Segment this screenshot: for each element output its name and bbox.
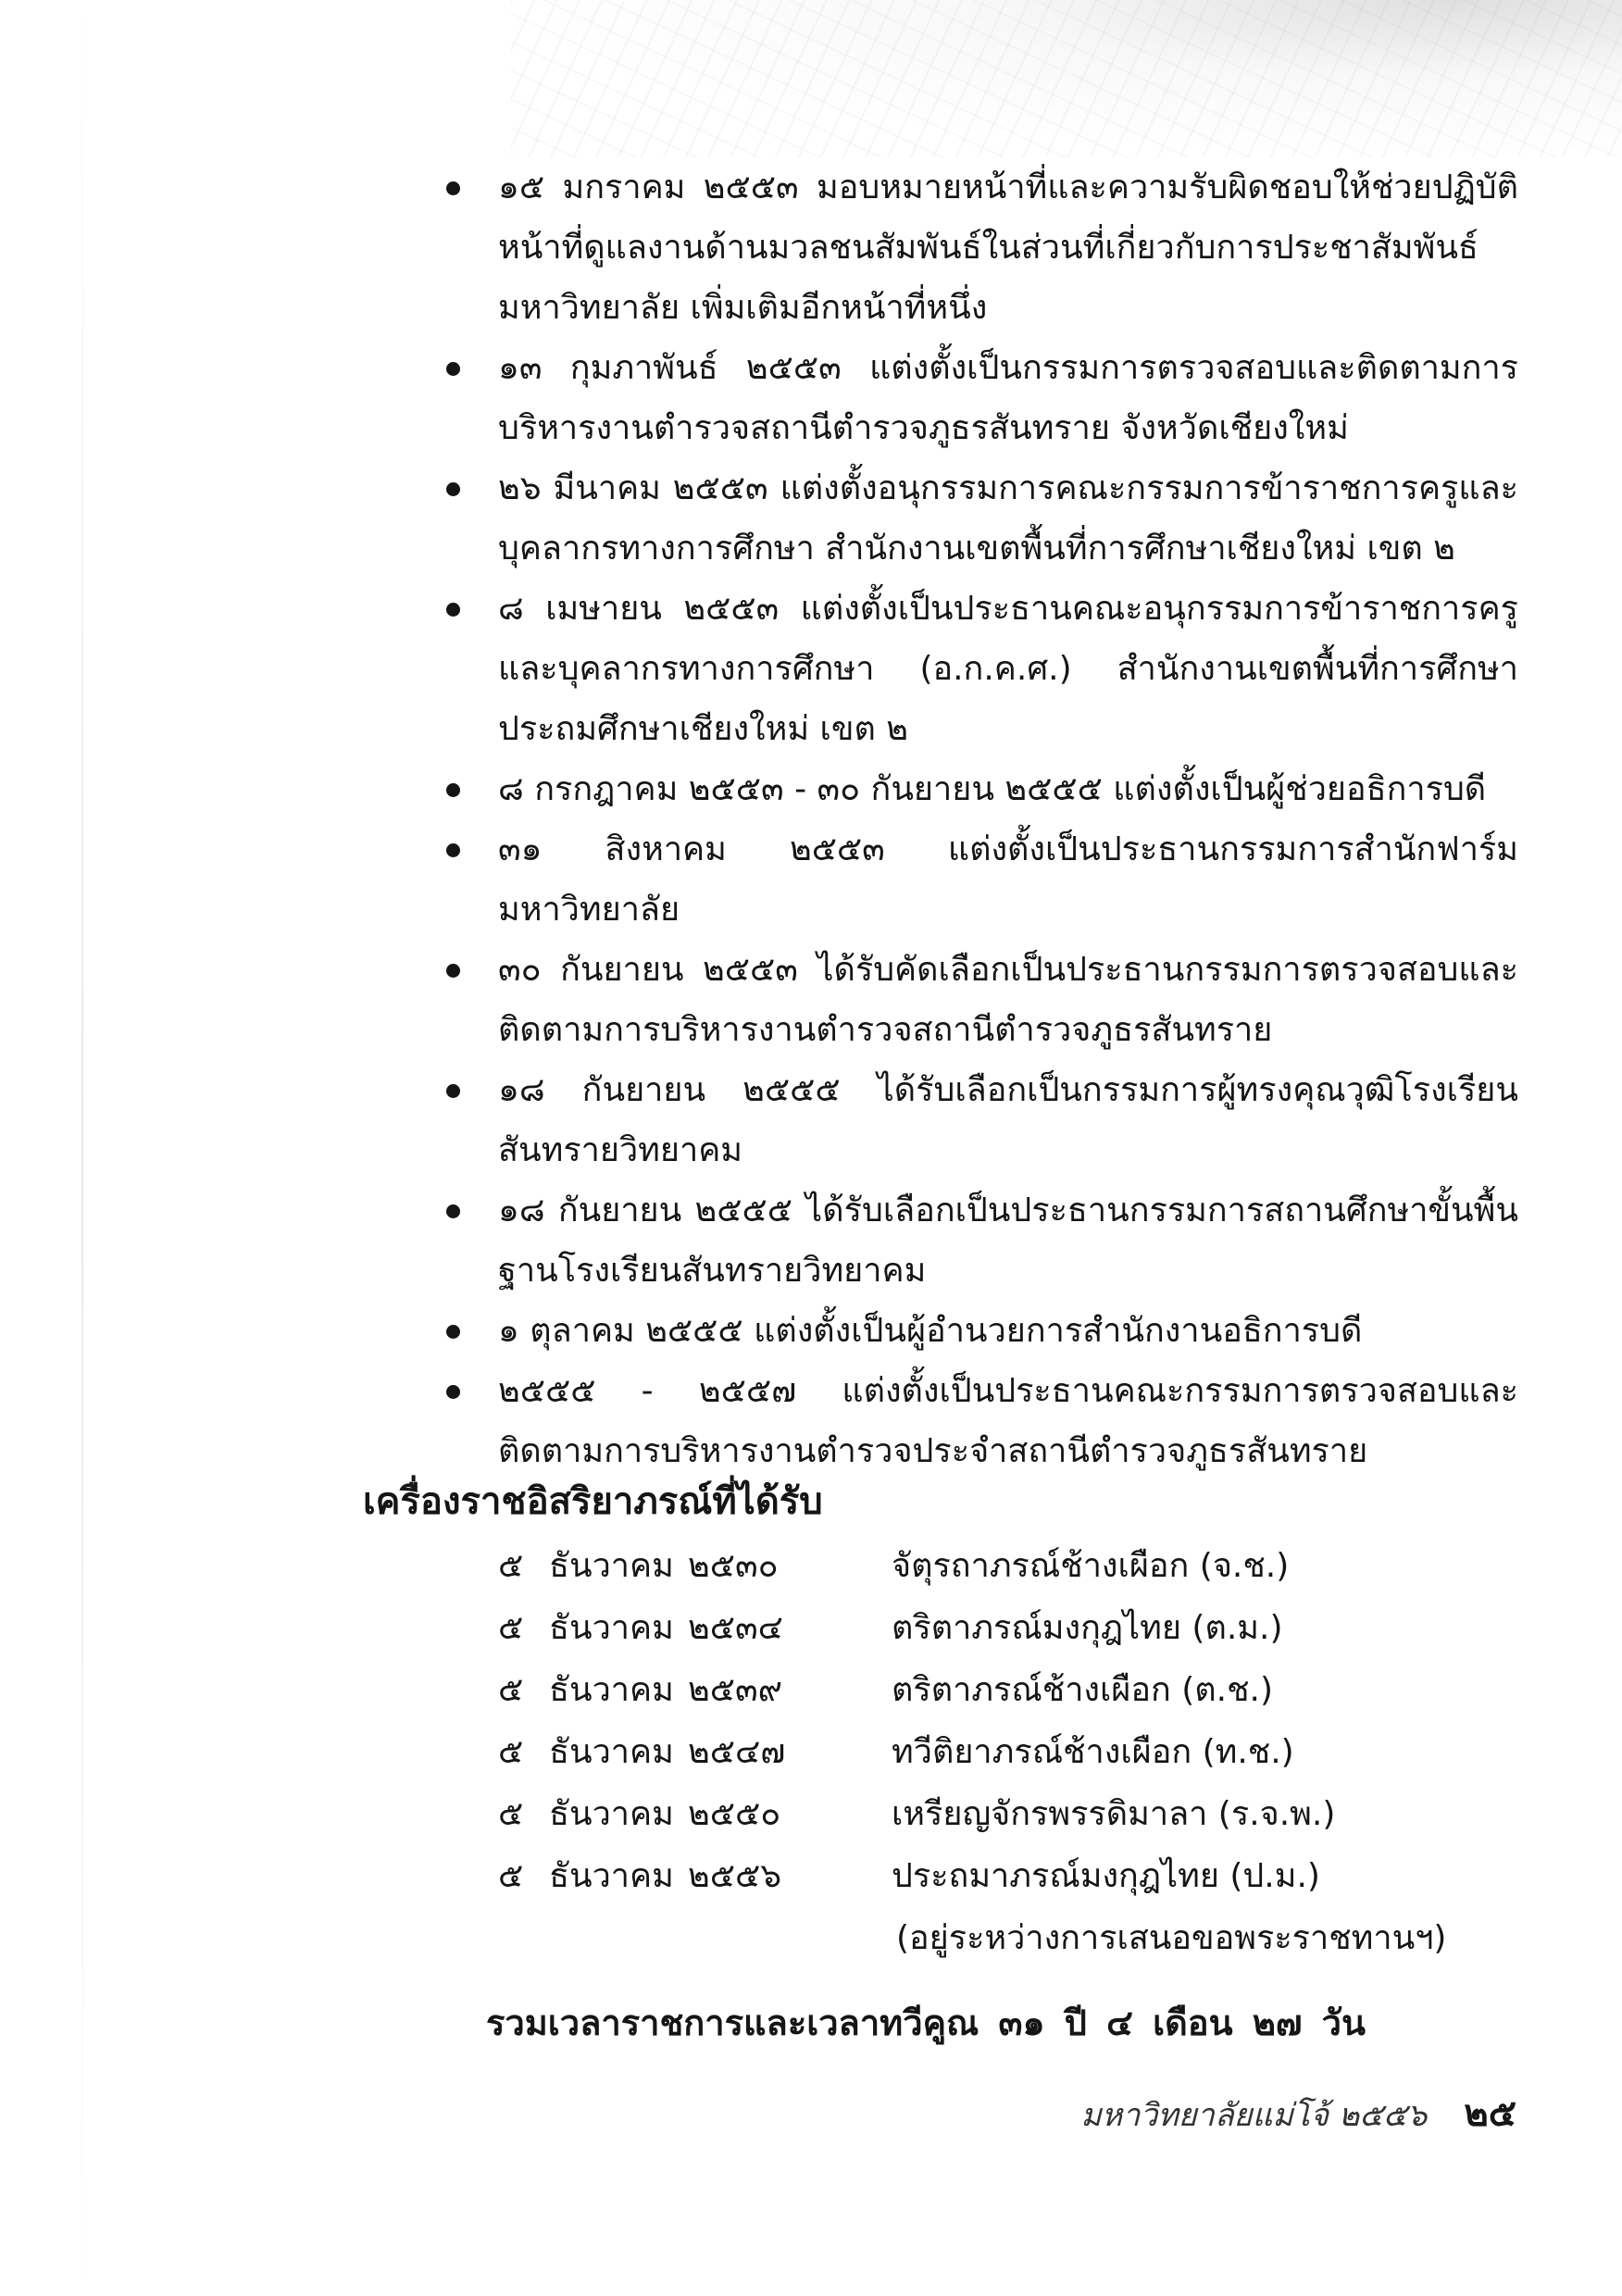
decoration-day: ๕: [498, 1857, 524, 1895]
decoration-month: ธันวาคม: [549, 1547, 674, 1585]
decoration-day: ๕: [498, 1733, 524, 1771]
decoration-day: ๕: [498, 1671, 524, 1709]
decoration-month: ธันวาคม: [549, 1671, 674, 1709]
bullet-dot-icon: [446, 603, 460, 617]
bullet-dot-icon: [446, 1385, 460, 1399]
decoration-name: เหรียญจักรพรรดิมาลา (ร.จ.พ.): [892, 1795, 1336, 1833]
appointment-text: ๓๐ กันยายน ๒๕๕๓ ได้รับคัดเลือกเป็นประธานกรรมการตรวจสอบและติดตามการบริหารงานตำรวจสถานีตำรวจภูธรสันทราย: [498, 951, 1518, 1049]
page-edge-shadow: [81, 0, 83, 2296]
appointment-text: ๑ ตุลาคม ๒๕๕๕ แต่งตั้งเป็นผู้อำนวยการสำนักงานอธิการบดี: [498, 1312, 1363, 1350]
appointment-text: ๑๕ มกราคม ๒๕๕๓ มอบหมายหน้าที่และความรับผิดชอบให้ช่วยปฏิบัติหน้าที่ดูแลงานด้านมวลชนสัมพันธ์ในส่วนที่เกี่ยวกับการประชาสัมพันธ์มหาวิทยาลัย เพิ่มเติมอีกหน้าที่หนึ่ง: [498, 168, 1518, 327]
table-row: [498, 1721, 1516, 1783]
decoration-day: ๕: [498, 1547, 524, 1585]
list-item: [443, 579, 1518, 759]
total-service-summary: รวมเวลาราชการและเวลาทวีคูณ ๓๑ ปี ๔ เดือน ๒๗ วัน: [486, 2003, 1366, 2043]
decoration-year: ๒๕๕๐: [688, 1795, 781, 1833]
decorations-table: [498, 1535, 1516, 1907]
page-footer: [1080, 2083, 1516, 2142]
appointment-text: ๓๑ สิงหาคม ๒๕๕๓ แต่งตั้งเป็นประธานกรรมการสำนักฟาร์มมหาวิทยาลัย: [498, 830, 1518, 929]
bullet-dot-icon: [446, 1325, 460, 1339]
footer-publication: มหาวิทยาลัยแม่โจ้ ๒๕๕๖: [1080, 2097, 1428, 2134]
decoration-day: ๕: [498, 1609, 524, 1647]
list-item: [443, 1301, 1518, 1361]
decoration-day: ๕: [498, 1795, 524, 1833]
decoration-name: ตริตาภรณ์ช้างเผือก (ต.ช.): [892, 1671, 1274, 1709]
list-item: [443, 458, 1518, 579]
appointment-text: ๑๓ กุมภาพันธ์ ๒๕๕๓ แต่งตั้งเป็นกรรมการตรวจสอบและติดตามการบริหารงานตำรวจสถานีตำรวจภูธรสันทราย จังหวัดเชียงใหม่: [498, 349, 1518, 447]
bullet-dot-icon: [446, 362, 460, 376]
list-item: [443, 940, 1518, 1060]
decoration-name: ตริตาภรณ์มงกุฎไทย (ต.ม.): [892, 1609, 1283, 1647]
decoration-name: ทวีติยาภรณ์ช้างเผือก (ท.ช.): [892, 1733, 1294, 1771]
list-item: [443, 759, 1518, 819]
list-item: [443, 819, 1518, 940]
appointment-text: ๘ กรกฎาคม ๒๕๕๓ - ๓๐ กันยายน ๒๕๕๕ แต่งตั้งเป็นผู้ช่วยอธิการบดี: [498, 770, 1487, 808]
decoration-year: ๒๕๕๖: [688, 1857, 782, 1895]
bullet-dot-icon: [446, 482, 460, 496]
list-item: [443, 1060, 1518, 1180]
decoration-year: ๒๕๓๐: [688, 1547, 779, 1585]
decoration-year: ๒๕๓๙: [688, 1671, 782, 1709]
decoration-name: ประถมาภรณ์มงกุฎไทย (ป.ม.): [892, 1857, 1320, 1895]
bullet-dot-icon: [446, 843, 460, 857]
appointment-text: ๑๘ กันยายน ๒๕๕๕ ได้รับเลือกเป็นกรรมการผู้ทรงคุณวุฒิโรงเรียนสันทรายวิทยาคม: [498, 1071, 1518, 1169]
decoration-name: จัตุรถาภรณ์ช้างเผือก (จ.ช.): [892, 1547, 1290, 1585]
table-row: [498, 1597, 1516, 1659]
appointment-text: ๑๘ กันยายน ๒๕๕๕ ได้รับเลือกเป็นประธานกรรมการสถานศึกษาขั้นพื้นฐานโรงเรียนสันทรายวิทยาคม: [498, 1192, 1518, 1290]
bullet-dot-icon: [446, 181, 460, 195]
decorations-note: (อยู่ระหว่างการเสนอขอพระราชทานฯ): [896, 1919, 1447, 1957]
table-row: [498, 1845, 1516, 1907]
table-row: [498, 1535, 1516, 1597]
decoration-month: ธันวาคม: [549, 1733, 674, 1771]
bullet-dot-icon: [446, 1084, 460, 1098]
table-row: [498, 1659, 1516, 1721]
list-item: [443, 157, 1518, 338]
appointment-text: ๒๕๕๕ - ๒๕๕๗ แต่งตั้งเป็นประธานคณะกรรมการตรวจสอบและติดตามการบริหารงานตำรวจประจำสถานีตำรวจภูธรสันทราย: [498, 1372, 1518, 1470]
decorations-heading: เครื่องราชอิสริยาภรณ์ที่ได้รับ: [363, 1480, 823, 1523]
list-item: [443, 338, 1518, 458]
table-row: [498, 1783, 1516, 1845]
appointment-text: ๒๖ มีนาคม ๒๕๕๓ แต่งตั้งอนุกรรมการคณะกรรมการข้าราชการครูและบุคลากรทางการศึกษา สำนักงานเขตพื้นที่การศึกษาเชียงใหม่ เขต ๒: [498, 469, 1518, 568]
list-item: [443, 1361, 1518, 1481]
page-number: ๒๕: [1464, 2092, 1516, 2135]
appointments-list: [443, 157, 1518, 1481]
bullet-dot-icon: [446, 783, 460, 797]
decoration-year: ๒๕๓๔: [688, 1609, 783, 1647]
appointment-text: ๘ เมษายน ๒๕๕๓ แต่งตั้งเป็นประธานคณะอนุกรรมการข้าราชการครูและบุคลากรทางการศึกษา (อ.ก.ค.ศ.) สำนักงานเขตพื้นที่การศึกษาประถมศึกษาเชียงใหม่ เขต ๒: [498, 590, 1518, 748]
decoration-month: ธันวาคม: [549, 1857, 674, 1895]
decoration-month: ธันวาคม: [549, 1795, 674, 1833]
decoration-month: ธันวาคม: [549, 1609, 674, 1647]
bullet-dot-icon: [446, 1204, 460, 1218]
list-item: [443, 1180, 1518, 1301]
leaf-background-texture: [511, 0, 1622, 157]
decoration-year: ๒๕๔๗: [688, 1733, 786, 1771]
bullet-dot-icon: [446, 964, 460, 978]
